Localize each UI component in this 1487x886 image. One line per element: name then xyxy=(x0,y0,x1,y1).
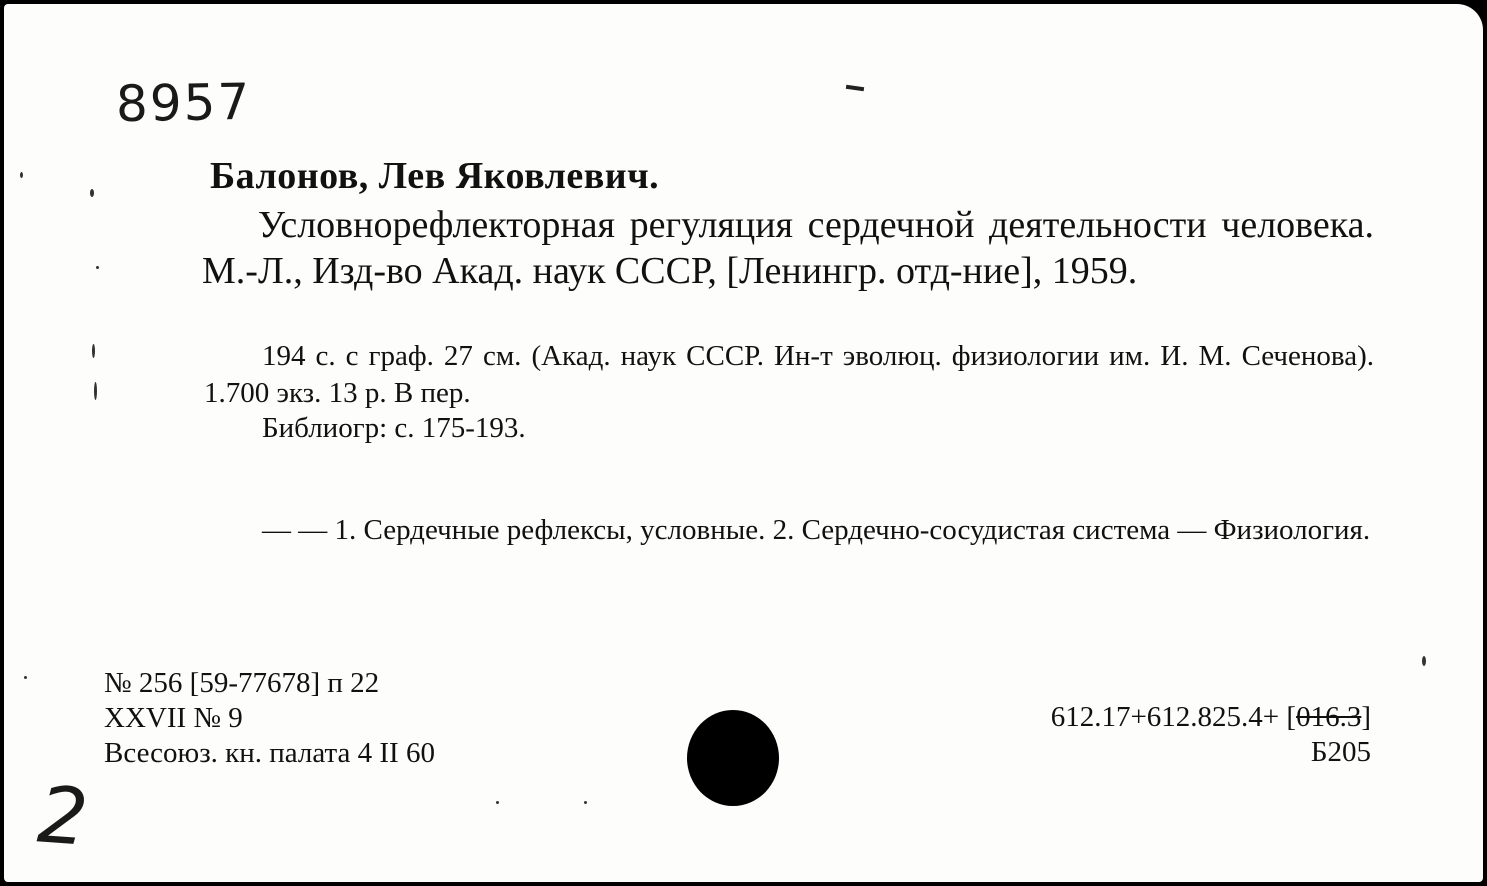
dust-speck xyxy=(92,344,95,358)
dust-speck xyxy=(90,189,94,197)
bibliography-note: Библиогр: с. 175-193. xyxy=(262,412,526,444)
udc-index xyxy=(1051,700,1371,735)
dust-speck xyxy=(584,801,587,804)
title-statement: Условнорефлекторная регуляция сердечной деятельности человека. М.-Л., Изд-во Акад. наук СССР, [Ленингр. отд-ние], 1959. xyxy=(202,204,1374,292)
udc-prefix: 612.17+612.825.4+ [ xyxy=(1050,701,1297,733)
footer-classification xyxy=(1051,700,1371,770)
dust-speck xyxy=(1422,656,1426,666)
udc-suffix: ] xyxy=(1361,701,1371,733)
dust-speck xyxy=(24,676,27,679)
chamber-date: Всесоюз. кн. палата 4 II 60 xyxy=(104,737,435,769)
catalog-card xyxy=(4,4,1483,882)
handwritten-number: 8957 xyxy=(115,72,252,134)
subject-headings: — — 1. Сердечные рефлексы, условные. 2. Сердечно-сосудистая система — Физиология. xyxy=(262,514,1371,546)
card-punch-hole xyxy=(687,710,779,806)
dust-speck xyxy=(94,382,97,400)
chronicle-issue: XXVII № 9 xyxy=(104,702,243,734)
udc-struck: 016.3 xyxy=(1296,701,1362,733)
cutter-number: Б205 xyxy=(1310,736,1371,768)
footer-registry xyxy=(104,666,435,771)
dust-speck xyxy=(496,801,499,804)
author-heading: Балонов, Лев Яковлевич. xyxy=(210,155,660,197)
ink-dash-mark xyxy=(846,85,864,91)
dust-speck xyxy=(96,266,99,269)
registry-number: № 256 [59-77678] п 22 xyxy=(104,667,380,699)
dust-speck xyxy=(20,172,23,178)
handwritten-copy-mark: 2 xyxy=(34,770,91,864)
physical-description: 194 с. с граф. 27 см. (Акад. наук СССР. Ин-т эволюц. физиологии им. И. М. Сеченова). 1.700 экз. 13 р. В пер. xyxy=(204,340,1374,409)
